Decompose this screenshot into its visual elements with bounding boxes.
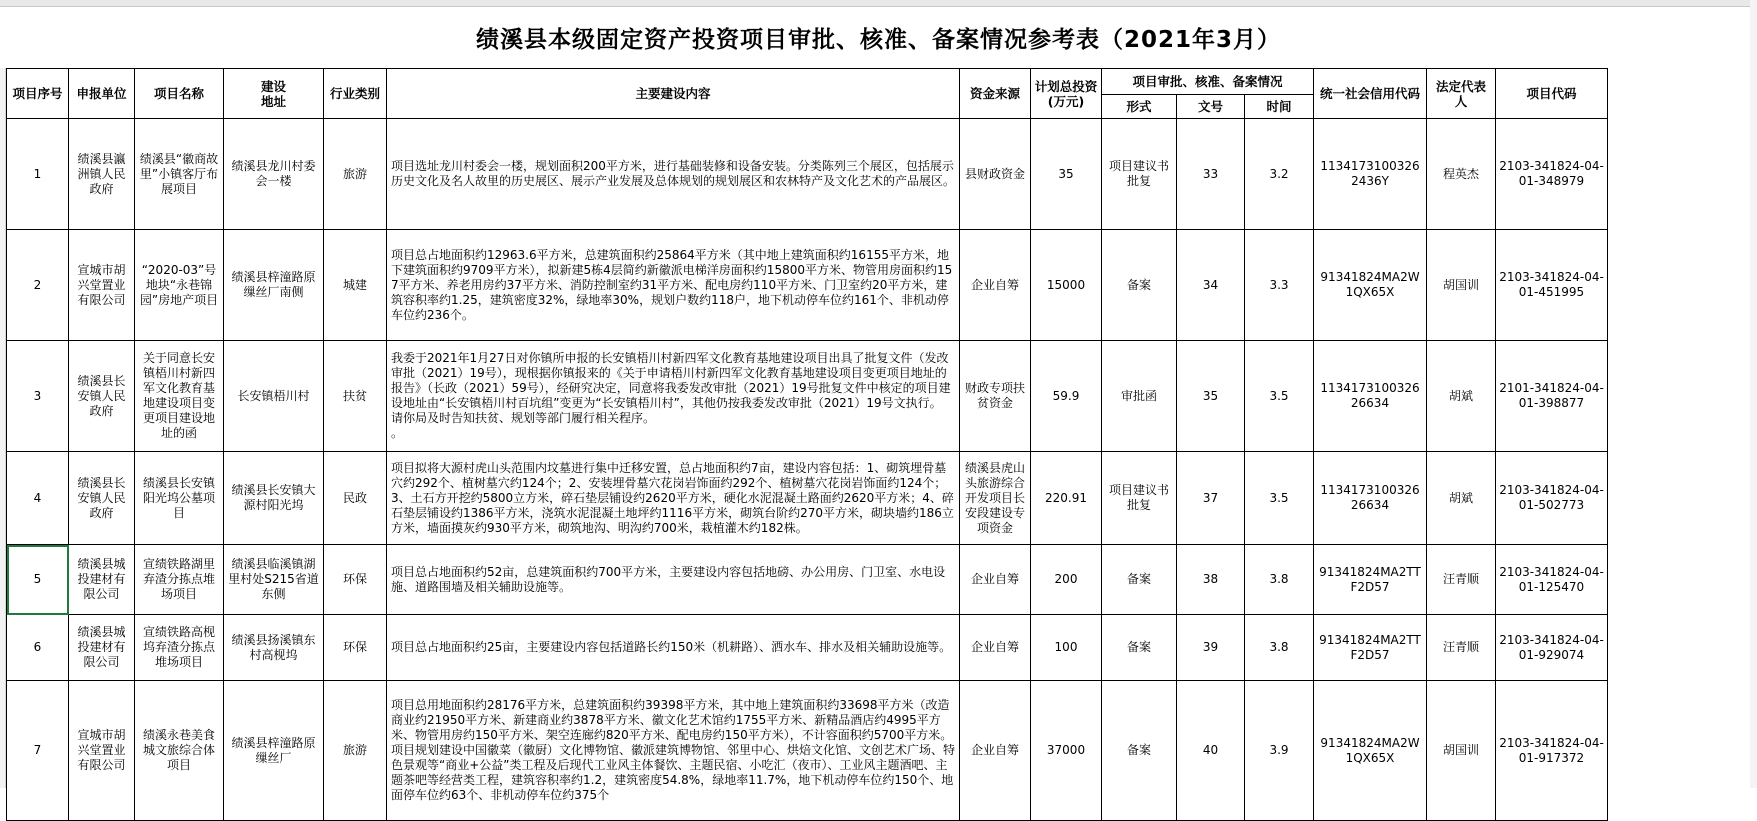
cell-seq[interactable]: 6: [7, 615, 69, 681]
cell-credit[interactable]: 113417310032626634: [1314, 341, 1427, 452]
header-addr[interactable]: 建设 地址: [224, 69, 324, 119]
cell-content[interactable]: 项目总占地面积约52亩，总建筑面积约700平方米，主要建设内容包括地磅、办公用房、门卫室、水电设施、道路围墙及相关辅助设施等。: [387, 545, 960, 615]
cell-docno[interactable]: 38: [1177, 545, 1245, 615]
cell-time[interactable]: 3.9: [1245, 681, 1314, 821]
cell-fund[interactable]: 绩溪县虎山头旅游综合开发项目长安段建设专项资金: [960, 452, 1031, 545]
cell-invest[interactable]: 220.91: [1031, 452, 1102, 545]
header-form[interactable]: 形式: [1102, 95, 1177, 119]
header-content[interactable]: 主要建设内容: [387, 69, 960, 119]
cell-addr[interactable]: 绩溪县梓潼路原缫丝厂: [224, 681, 324, 821]
cell-industry[interactable]: 民政: [324, 452, 387, 545]
cell-docno[interactable]: 39: [1177, 615, 1245, 681]
cell-time[interactable]: 3.8: [1245, 615, 1314, 681]
cell-time[interactable]: 3.5: [1245, 341, 1314, 452]
header-approval[interactable]: 项目审批、核准、备案情况: [1102, 69, 1314, 95]
cell-industry[interactable]: 旅游: [324, 681, 387, 821]
cell-code[interactable]: 2103-341824-04-01-125470: [1496, 545, 1608, 615]
table-row: [7, 452, 1608, 545]
cell-unit[interactable]: 绩溪县城投建材有限公司: [69, 615, 135, 681]
header-time[interactable]: 时间: [1245, 95, 1314, 119]
cell-seq-selected[interactable]: 5: [7, 545, 69, 615]
table-row: [7, 341, 1608, 452]
cell-docno[interactable]: 37: [1177, 452, 1245, 545]
cell-name[interactable]: 绩溪县“徽商故里”小镇客厅布展项目: [135, 119, 224, 230]
cell-seq[interactable]: 2: [7, 230, 69, 341]
cell-code[interactable]: 2103-341824-04-01-502773: [1496, 452, 1608, 545]
cell-legal[interactable]: 程英杰: [1427, 119, 1496, 230]
cell-addr[interactable]: 绩溪县梓潼路原缫丝厂南侧: [224, 230, 324, 341]
table-row: [7, 119, 1608, 230]
cell-fund[interactable]: 企业自筹: [960, 230, 1031, 341]
cell-time[interactable]: 3.2: [1245, 119, 1314, 230]
cell-industry[interactable]: 旅游: [324, 119, 387, 230]
cell-legal[interactable]: 胡斌: [1427, 341, 1496, 452]
table-row: [7, 230, 1608, 341]
cell-time[interactable]: 3.3: [1245, 230, 1314, 341]
cell-addr[interactable]: 绩溪县龙川村委会一楼: [224, 119, 324, 230]
cell-code[interactable]: 2103-341824-04-01-929074: [1496, 615, 1608, 681]
header-legal[interactable]: 法定代表人: [1427, 69, 1496, 119]
cell-unit[interactable]: 绩溪县长安镇人民政府: [69, 452, 135, 545]
cell-addr[interactable]: 绩溪县临溪镇湖里村处S215省道东侧: [224, 545, 324, 615]
cell-name[interactable]: 绩溪县长安镇阳光坞公墓项目: [135, 452, 224, 545]
vertical-scrollbar[interactable]: [1750, 0, 1757, 788]
cell-form[interactable]: 备案: [1102, 615, 1177, 681]
cell-docno[interactable]: 33: [1177, 119, 1245, 230]
projects-table: [6, 68, 1608, 821]
cell-credit[interactable]: 11341731003262436Y: [1314, 119, 1427, 230]
cell-unit[interactable]: 宣城市胡兴堂置业有限公司: [69, 681, 135, 821]
cell-form[interactable]: 项目建议书批复: [1102, 452, 1177, 545]
cell-name[interactable]: 宣绩铁路湖里弃渣分拣点堆场项目: [135, 545, 224, 615]
cell-fund[interactable]: 企业自筹: [960, 681, 1031, 821]
cell-code[interactable]: 2103-341824-04-01-451995: [1496, 230, 1608, 341]
table-row: [7, 545, 1608, 615]
table-row: [7, 615, 1608, 681]
cell-code[interactable]: 2103-341824-04-01-917372: [1496, 681, 1608, 821]
cell-industry[interactable]: 环保: [324, 545, 387, 615]
cell-code[interactable]: 2101-341824-04-01-398877: [1496, 341, 1608, 452]
header-fund[interactable]: 资金来源: [960, 69, 1031, 119]
cell-legal[interactable]: 汪青顺: [1427, 545, 1496, 615]
cell-content[interactable]: 我委于2021年1月27日对你镇所申报的长安镇梧川村新四军文化教育基地建设项目出具了批复文件（发改审批（2021）19号），现根据你镇报来的《关于申请梧川村新四军文化教育基地建设项目变更项目地址的报告》（长政（2021）59号），经研究决定，同意将我委发改审批（2021）19号批复文件中核定的项目建设地址由“长安镇梧川村百坑组”变更为“长安镇梧川村”，其他仍按我委发改审批（2021）19号文执行。 请你局及时告知扶贫、规划等部门履行相关程序。 。: [387, 341, 960, 452]
cell-industry[interactable]: 环保: [324, 615, 387, 681]
sheet-title[interactable]: 绩溪县本级固定资产投资项目审批、核准、备案情况参考表（2021年3月）: [475, 26, 1282, 53]
cell-invest[interactable]: 35: [1031, 119, 1102, 230]
header-credit[interactable]: 统一社会信用代码: [1314, 69, 1427, 119]
cell-legal[interactable]: 胡斌: [1427, 452, 1496, 545]
cell-form[interactable]: 备案: [1102, 545, 1177, 615]
cell-unit[interactable]: 宣城市胡兴堂置业有限公司: [69, 230, 135, 341]
cell-name[interactable]: 绩溪永巷美食城文旅综合体项目: [135, 681, 224, 821]
cell-credit[interactable]: 91341824MA2TTF2D57: [1314, 545, 1427, 615]
cell-code[interactable]: 2103-341824-04-01-348979: [1496, 119, 1608, 230]
header-invest[interactable]: 计划总投资 (万元): [1031, 69, 1102, 119]
cell-invest[interactable]: 37000: [1031, 681, 1102, 821]
cell-content[interactable]: 项目总用地面积约28176平方米，总建筑面积约39398平方米，其中地上建筑面积约33698平方米（改造商业约21950平方米、新建商业约3878平方米、徽文化艺术馆约1755平方米、新精品酒店约4995平方米、物管用房约150平方米、架空连廊约820平方米、配电房约150平方米），不计容面积约5700平方米。项目规划建设中国徽菜（徽厨）文化博物馆、徽派建筑博物馆、邻里中心、烘焙文化馆、文创艺术广场、特色景观等“商业+公益”类工程及后现代工业风主体餐饮、主题民宿、小吃汇（夜市）、工业风主题酒吧、主题茶吧等经营类工程，建筑容积率约1.2，建筑密度54.8%，绿地率11.7%，地下机动停车位约150个、地面停车位约63个、非机动停车位约375个: [387, 681, 960, 821]
cell-content[interactable]: 项目拟将大源村虎山头范围内坟墓进行集中迁移安置，总占地面积约7亩，建设内容包括：1、砌筑埋骨墓穴约292个、植树墓穴约124个；2、安装埋骨墓穴花岗岩饰面约292个、植树墓穴花岗岩饰面约124个；3、土石方开挖约5800立方米，碎石垫层铺设约2620平方米，硬化水泥混凝土路面约2620平方米；4、碎石垫层铺设约1386平方米，浇筑水泥混凝土地坪约1116平方米，砌筑台阶约270平方米，砌块墙约186立方米，墙面摸灰约930平方米，砌筑地沟、明沟约700米，栽植灌木约182株。: [387, 452, 960, 545]
header-unit[interactable]: 申报单位: [69, 69, 135, 119]
cell-invest[interactable]: 15000: [1031, 230, 1102, 341]
cell-form[interactable]: 项目建议书批复: [1102, 119, 1177, 230]
cell-unit[interactable]: 绩溪县瀛洲镇人民政府: [69, 119, 135, 230]
cell-addr[interactable]: 长安镇梧川村: [224, 341, 324, 452]
cell-fund[interactable]: 企业自筹: [960, 615, 1031, 681]
cell-legal[interactable]: 胡国训: [1427, 681, 1496, 821]
cell-seq[interactable]: 3: [7, 341, 69, 452]
cell-time[interactable]: 3.8: [1245, 545, 1314, 615]
cell-fund[interactable]: 县财政资金: [960, 119, 1031, 230]
cell-credit[interactable]: 91341824MA2TTF2D57: [1314, 615, 1427, 681]
cell-fund[interactable]: 财政专项扶贫资金: [960, 341, 1031, 452]
cell-fund[interactable]: 企业自筹: [960, 545, 1031, 615]
cell-form[interactable]: 备案: [1102, 681, 1177, 821]
cell-addr[interactable]: 绩溪县扬溪镇东村高枧坞: [224, 615, 324, 681]
cell-name[interactable]: 关于同意长安镇梧川村新四军文化教育基地建设项目变更项目建设地址的函: [135, 341, 224, 452]
header-row: [7, 69, 1608, 95]
cell-docno[interactable]: 35: [1177, 341, 1245, 452]
cell-seq[interactable]: 1: [7, 119, 69, 230]
cell-industry[interactable]: 扶贫: [324, 341, 387, 452]
header-code[interactable]: 项目代码: [1496, 69, 1608, 119]
table-row: [7, 681, 1608, 821]
cell-credit[interactable]: 91341824MA2W1QX65X: [1314, 681, 1427, 821]
cell-seq[interactable]: 4: [7, 452, 69, 545]
cell-invest[interactable]: 200: [1031, 545, 1102, 615]
cell-invest[interactable]: 59.9: [1031, 341, 1102, 452]
cell-form[interactable]: 备案: [1102, 230, 1177, 341]
cell-invest[interactable]: 100: [1031, 615, 1102, 681]
cell-docno[interactable]: 40: [1177, 681, 1245, 821]
cell-name[interactable]: 宣绩铁路高枧坞弃渣分拣点堆场项目: [135, 615, 224, 681]
cell-content[interactable]: 项目总占地面积约12963.6平方米，总建筑面积约25864平方米（其中地上建筑面积约16155平方米，地下建筑面积约9709平方米），拟新建5栋4层简约新徽派电梯洋房面积约15800平方米、物管用房面积约157平方米、养老用房约37平方米、消防控制室约31平方米、配电房约110平方米、门卫室约20平方米，建筑容积率约1.25，建筑密度32%，绿地率30%，规划户数约118户，地下机动停车位约161个、非机动停车位约236个。: [387, 230, 960, 341]
cell-content[interactable]: 项目选址龙川村委会一楼，规划面积200平方米，进行基础装修和设备安装。分类陈列三个展区，包括展示历史文化及名人故里的历史展区、展示产业发展及总体规划的规划展区和农林特产及文化艺术的产品展区。: [387, 119, 960, 230]
cell-industry[interactable]: 城建: [324, 230, 387, 341]
cell-unit[interactable]: 绩溪县长安镇人民政府: [69, 341, 135, 452]
cell-credit[interactable]: 91341824MA2W1QX65X: [1314, 230, 1427, 341]
cell-legal[interactable]: 胡国训: [1427, 230, 1496, 341]
cell-form[interactable]: 审批函: [1102, 341, 1177, 452]
cell-time[interactable]: 3.5: [1245, 452, 1314, 545]
header-industry[interactable]: 行业类别: [324, 69, 387, 119]
cell-docno[interactable]: 34: [1177, 230, 1245, 341]
header-seq[interactable]: 项目序号: [7, 69, 69, 119]
cell-seq[interactable]: 7: [7, 681, 69, 821]
cell-name[interactable]: “2020-03”号地块“永巷锦园”房地产项目: [135, 230, 224, 341]
cell-addr[interactable]: 绩溪县长安镇大源村阳光坞: [224, 452, 324, 545]
cell-legal[interactable]: 汪青顺: [1427, 615, 1496, 681]
cell-unit[interactable]: 绩溪县城投建材有限公司: [69, 545, 135, 615]
cell-credit[interactable]: 113417310032626634: [1314, 452, 1427, 545]
header-docno[interactable]: 文号: [1177, 95, 1245, 119]
header-name[interactable]: 项目名称: [135, 69, 224, 119]
cell-content[interactable]: 项目总占地面积约25亩，主要建设内容包括道路长约150米（机耕路）、洒水车、排水及相关辅助设施等。: [387, 615, 960, 681]
